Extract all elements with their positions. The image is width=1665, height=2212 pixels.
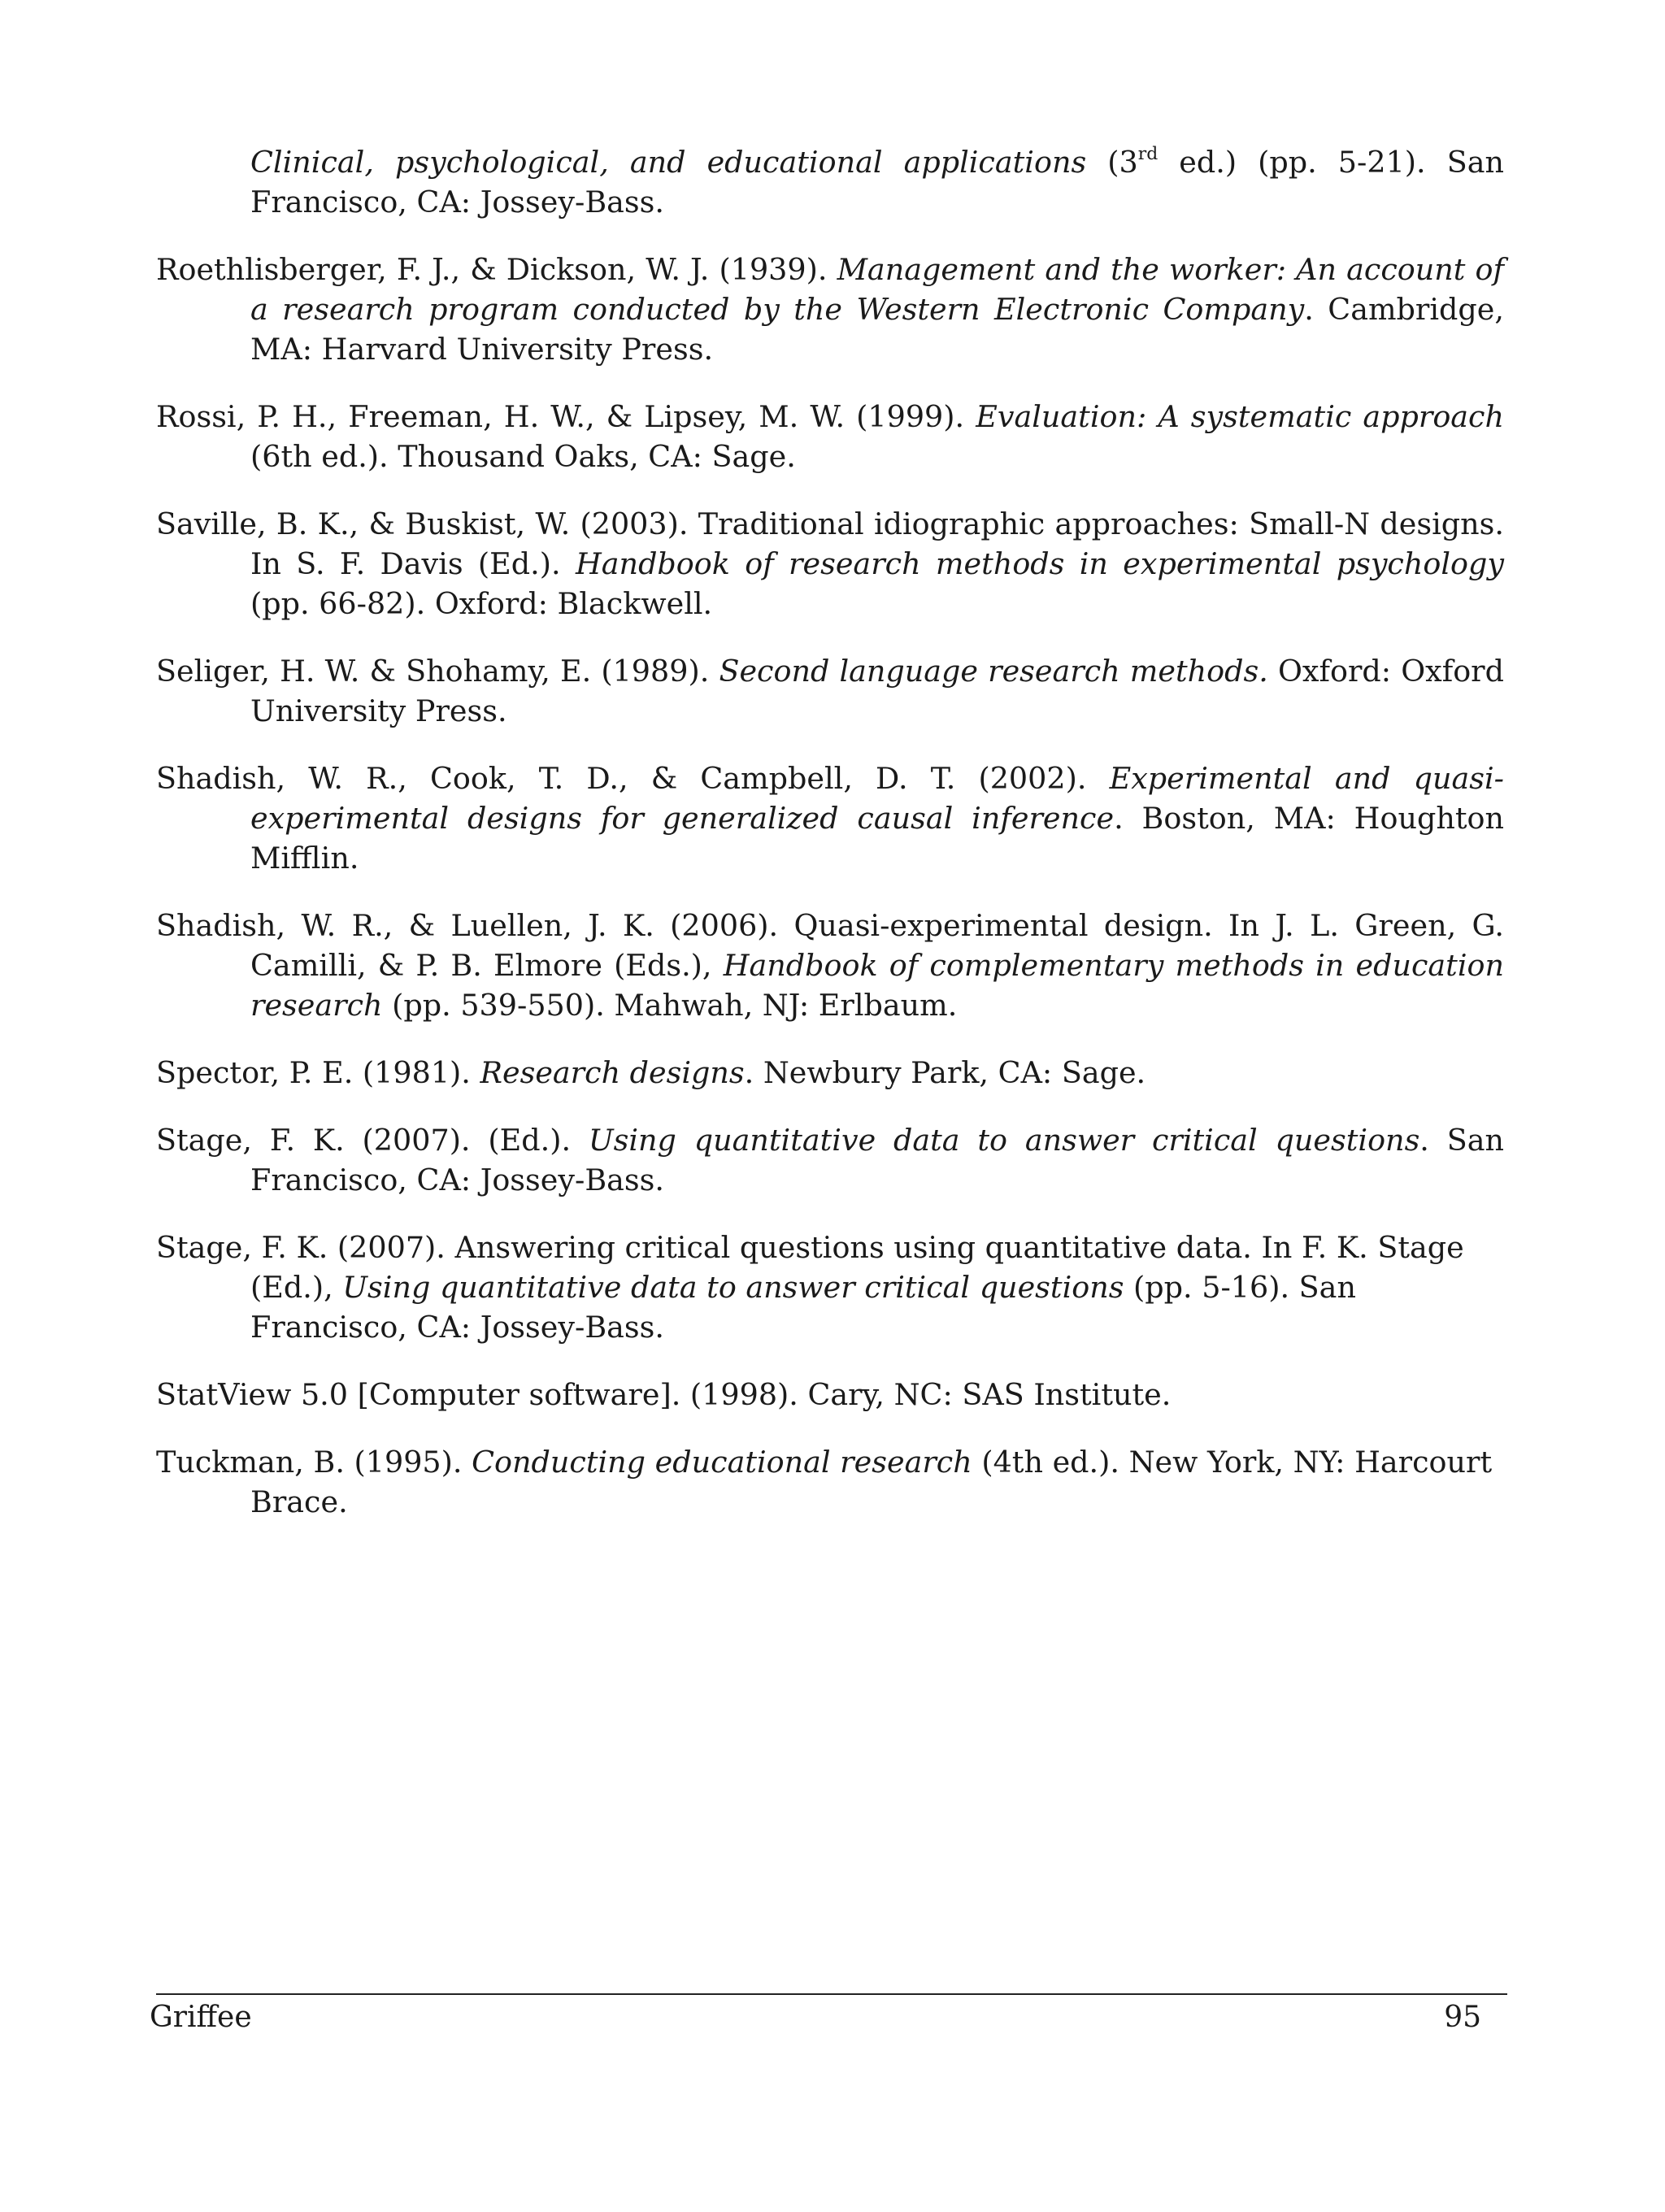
reference-text: Oxford: Oxford University Press.	[250, 654, 1504, 728]
page-number: 95	[1444, 2001, 1481, 2034]
reference-title: Conducting educational research	[472, 1445, 972, 1480]
reference-title: Using quantitative data to answer critical questions	[342, 1270, 1124, 1305]
reference-text: Rossi, P. H., Freeman, H. W., & Lipsey, M. W. (1999).	[156, 399, 976, 434]
reference-entry	[156, 1120, 1504, 1200]
reference-title: Research designs	[480, 1055, 745, 1090]
reference-entry	[156, 397, 1504, 476]
reference-entry	[156, 1053, 1504, 1093]
reference-entry	[156, 758, 1504, 878]
reference-title: Management and the worker: An account of a research program conducted by the Western Electronic Company	[250, 252, 1505, 327]
reference-title: Clinical, psychological, and educational applications	[250, 145, 1087, 180]
reference-title: Handbook of research methods in experimental psychology	[575, 546, 1504, 581]
reference-text: . Boston, MA: Houghton Mifflin.	[250, 801, 1504, 876]
reference-title: Evaluation: A systematic approach	[976, 399, 1505, 434]
superscript: rd	[1137, 143, 1159, 164]
reference-title: Using quantitative data to answer critical questions	[588, 1123, 1420, 1158]
reference-title: Second language research methods.	[719, 654, 1268, 689]
reference-text: StatView 5.0 [Computer software]. (1998). Cary, NC: SAS Institute.	[156, 1377, 1172, 1412]
footer-divider	[156, 1993, 1507, 1995]
reference-text: Tuckman, B. (1995).	[156, 1445, 472, 1480]
reference-entry	[156, 504, 1504, 624]
reference-text: Spector, P. E. (1981).	[156, 1055, 480, 1090]
reference-text: Saville, B. K., & Buskist, W. (2003). Traditional idiographic approaches: Small-N designs. In S. F. Davis (Ed.).	[156, 506, 1504, 581]
reference-text: . San Francisco, CA: Jossey-Bass.	[250, 1123, 1504, 1197]
reference-text: Shadish, W. R., Cook, T. D., & Campbell, D. T. (2002).	[156, 761, 1110, 796]
reference-entry	[156, 1375, 1504, 1415]
reference-text: Stage, F. K. (2007). Answering critical questions using quantitative data. In F. K. Stage (Ed.),	[156, 1230, 1464, 1305]
reference-text: . Cambridge, MA: Harvard University Press.	[250, 292, 1504, 367]
reference-text: (3	[1086, 145, 1138, 180]
reference-text: (6th ed.). Thousand Oaks, CA: Sage.	[250, 439, 796, 474]
reference-entry	[156, 651, 1504, 731]
footer-author: Griffee	[150, 2001, 252, 2034]
reference-title: Experimental and quasi-experimental designs for generalized causal inference	[250, 761, 1504, 836]
reference-entry	[156, 906, 1504, 1025]
reference-text: ed.) (pp. 5-21). San Francisco, CA: Jossey-Bass.	[250, 145, 1504, 219]
reference-entry	[156, 1228, 1504, 1347]
reference-text: . Newbury Park, CA: Sage.	[744, 1055, 1146, 1090]
reference-text: (pp. 539-550). Mahwah, NJ: Erlbaum.	[382, 988, 958, 1023]
reference-text: (4th ed.). New York, NY: Harcourt Brace.	[250, 1445, 1493, 1519]
reference-text: (pp. 5-16). San Francisco, CA: Jossey-Bass.	[250, 1270, 1356, 1345]
reference-text: Shadish, W. R., & Luellen, J. K. (2006). Quasi-experimental design. In J. L. Green, G. Camilli, & P. B. Elmore (Eds.),	[156, 908, 1504, 983]
reference-entry	[156, 142, 1504, 222]
reference-text: Stage, F. K. (2007). (Ed.).	[156, 1123, 589, 1158]
reference-text: (pp. 66-82). Oxford: Blackwell.	[250, 586, 713, 621]
reference-entry	[156, 1442, 1504, 1522]
reference-list	[156, 142, 1504, 1549]
reference-entry	[156, 250, 1504, 369]
reference-text: Roethlisberger, F. J., & Dickson, W. J. (1939).	[156, 252, 837, 287]
reference-text: Seliger, H. W. & Shohamy, E. (1989).	[156, 654, 719, 689]
reference-title: Handbook of complementary methods in education research	[250, 948, 1504, 1023]
